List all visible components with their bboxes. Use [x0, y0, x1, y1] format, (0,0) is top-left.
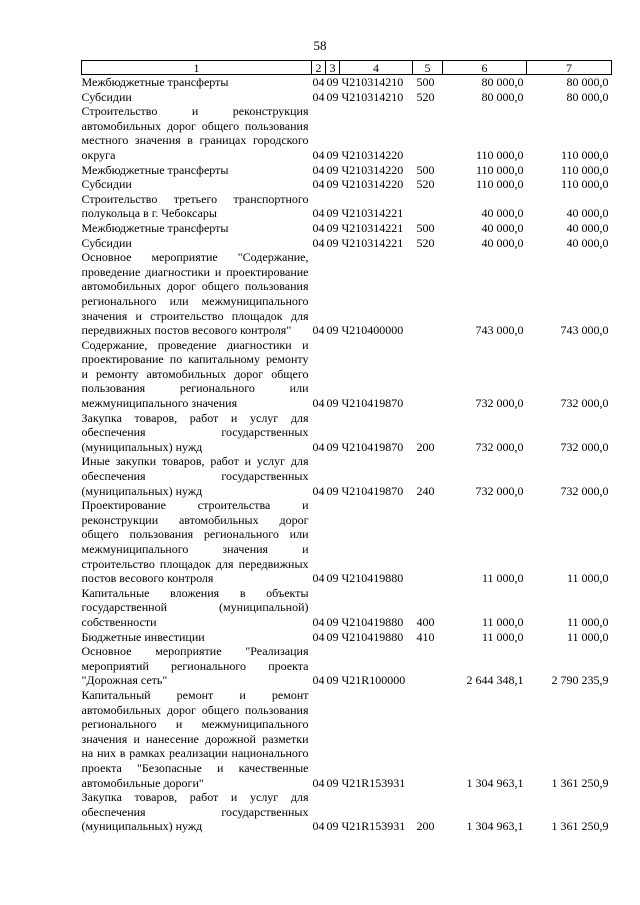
- amount-year2-cell: 1 361 250,9: [551, 775, 609, 790]
- amount-year2-cell: 1 361 250,9: [551, 819, 609, 834]
- section-code-cell: 04: [312, 220, 325, 235]
- header-cell: 7: [527, 61, 612, 75]
- expense-type-cell: 520: [416, 177, 435, 192]
- amount-year2-cell: 40 000,0: [566, 220, 609, 235]
- section-code-cell: 04: [312, 396, 325, 411]
- amount-year2-cell: 732 000,0: [560, 439, 609, 454]
- subsection-code-cell: 09: [326, 571, 339, 586]
- table-header-row: [82, 61, 612, 75]
- table-row: [82, 221, 612, 236]
- subsection-code-cell: 09: [326, 614, 339, 629]
- subsection-code-cell: 09: [326, 235, 339, 250]
- target-article-cell: Ч210400000: [341, 323, 404, 338]
- amount-year2-cell: 110 000,0: [560, 162, 609, 177]
- target-article-cell: Ч210419870: [341, 483, 404, 498]
- subsection-code-cell: 09: [326, 819, 339, 834]
- amount-year1-cell: 2 644 348,1: [466, 673, 524, 688]
- subsection-code-cell: 09: [326, 220, 339, 235]
- row-name-cell: Межбюджетные трансферты: [81, 162, 229, 177]
- row-name-cell: Капитальный ремонт и ремонт автомобильных дорог общего пользования регионального и межмуниципального значения и нанесение дорожной разметки на них в рамках реализации национального проекта "Безопасные и качественные автомобильные дороги": [81, 687, 309, 790]
- page-number: 58: [313, 38, 327, 53]
- header-cell: 6: [443, 61, 527, 75]
- table-row: [82, 630, 612, 645]
- amount-year1-cell: 80 000,0: [481, 89, 524, 104]
- expense-type-cell: [413, 498, 443, 586]
- target-article-cell: Ч210314221: [341, 235, 404, 250]
- section-code-cell: 04: [312, 629, 325, 644]
- subsection-code-cell: 09: [326, 775, 339, 790]
- subsection-code-cell: 09: [326, 673, 339, 688]
- section-code-cell: 04: [312, 673, 325, 688]
- section-code-cell: 04: [312, 614, 325, 629]
- amount-year1-cell: 732 000,0: [475, 396, 524, 411]
- target-article-cell: Ч21R153931: [341, 775, 406, 790]
- row-name-cell: Строительство и реконструкция автомобильных дорог общего пользования местного значения в границах городского округа: [81, 104, 309, 162]
- row-name-cell: Основное мероприятие "Реализация мероприятий регионального проекта "Дорожная сеть": [81, 644, 309, 688]
- row-name-cell: Иные закупки товаров, работ и услуг для обеспечения государственных (муниципальных) нужд: [81, 454, 309, 498]
- expense-type-cell: [413, 192, 443, 221]
- amount-year1-cell: 732 000,0: [475, 439, 524, 454]
- table-row: [82, 790, 612, 834]
- table-row: [82, 644, 612, 688]
- subsection-code-cell: 09: [326, 75, 339, 89]
- header-cell: 4: [340, 61, 413, 75]
- target-article-cell: Ч210314220: [341, 147, 404, 162]
- table-row: [82, 104, 612, 162]
- amount-year1-cell: 11 000,0: [481, 614, 524, 629]
- target-article-cell: Ч21R100000: [341, 673, 406, 688]
- amount-year2-cell: 80 000,0: [566, 89, 609, 104]
- row-name-cell: Бюджетные инвестиции: [81, 629, 205, 644]
- header-cell: 3: [326, 61, 340, 75]
- amount-year2-cell: 110 000,0: [560, 177, 609, 192]
- subsection-code-cell: 09: [326, 177, 339, 192]
- amount-year2-cell: 40 000,0: [566, 235, 609, 250]
- section-code-cell: 04: [312, 89, 325, 104]
- target-article-cell: Ч210314220: [341, 177, 404, 192]
- row-name-cell: Содержание, проведение диагностики и проектирование по капитальному ремонту и ремонту автомобильных дорог общего пользования регионального или межмуниципального значения: [81, 337, 309, 411]
- target-article-cell: Ч210419880: [341, 614, 404, 629]
- expense-type-cell: [413, 338, 443, 411]
- target-article-cell: Ч210314220: [341, 162, 404, 177]
- target-article-cell: Ч210314210: [341, 75, 404, 89]
- target-article-cell: Ч210314210: [341, 89, 404, 104]
- amount-year2-cell: 11 000,0: [566, 571, 609, 586]
- section-code-cell: 04: [312, 483, 325, 498]
- row-name-cell: Субсидии: [81, 235, 132, 250]
- expense-type-cell: [413, 104, 443, 162]
- section-code-cell: 04: [312, 235, 325, 250]
- amount-year1-cell: 80 000,0: [481, 75, 524, 89]
- table-row: [82, 250, 612, 338]
- row-name-cell: Субсидии: [81, 177, 132, 192]
- amount-year1-cell: 40 000,0: [481, 206, 524, 221]
- section-code-cell: 04: [312, 819, 325, 834]
- section-code-cell: 04: [312, 571, 325, 586]
- amount-year2-cell: 743 000,0: [560, 323, 609, 338]
- subsection-code-cell: 09: [326, 629, 339, 644]
- amount-year1-cell: 110 000,0: [475, 162, 524, 177]
- expense-type-cell: 500: [416, 75, 435, 89]
- expense-type-cell: 500: [416, 162, 435, 177]
- subsection-code-cell: 09: [326, 162, 339, 177]
- expense-type-cell: 500: [416, 220, 435, 235]
- target-article-cell: Ч210419870: [341, 396, 404, 411]
- expense-type-cell: 400: [416, 614, 435, 629]
- amount-year1-cell: 110 000,0: [475, 147, 524, 162]
- expense-type-cell: 410: [416, 629, 435, 644]
- target-article-cell: Ч210419880: [341, 571, 404, 586]
- table-body: [82, 75, 612, 834]
- table-row: [82, 411, 612, 455]
- section-code-cell: 04: [312, 323, 325, 338]
- expense-type-cell: 240: [416, 483, 435, 498]
- table-row: [82, 586, 612, 630]
- row-name-cell: Строительство третьего транспортного полукольца в г. Чебоксары: [81, 191, 309, 221]
- section-code-cell: 04: [312, 439, 325, 454]
- table-row: [82, 338, 612, 411]
- subsection-code-cell: 09: [326, 396, 339, 411]
- row-name-cell: Закупка товаров, работ и услуг для обеспечения государственных (муниципальных) нужд: [81, 410, 309, 454]
- table-row: [82, 192, 612, 221]
- amount-year1-cell: 11 000,0: [481, 629, 524, 644]
- amount-year2-cell: 732 000,0: [560, 396, 609, 411]
- amount-year1-cell: 732 000,0: [475, 483, 524, 498]
- amount-year2-cell: 2 790 235,9: [551, 673, 609, 688]
- section-code-cell: 04: [312, 75, 325, 89]
- section-code-cell: 04: [312, 177, 325, 192]
- row-name-cell: Межбюджетные трансферты: [81, 220, 229, 235]
- table-row: [82, 90, 612, 105]
- table-row: [82, 75, 612, 90]
- row-name-cell: Межбюджетные трансферты: [81, 75, 229, 89]
- amount-year2-cell: 11 000,0: [566, 629, 609, 644]
- subsection-code-cell: 09: [326, 483, 339, 498]
- table-row: [82, 163, 612, 178]
- row-name-cell: Субсидии: [81, 89, 132, 104]
- table-row: [82, 688, 612, 790]
- table-row: [82, 454, 612, 498]
- target-article-cell: Ч210314221: [341, 206, 404, 221]
- row-name-cell: Закупка товаров, работ и услуг для обеспечения государственных (муниципальных) нужд: [81, 790, 309, 834]
- subsection-code-cell: 09: [326, 439, 339, 454]
- expense-type-cell: 520: [416, 235, 435, 250]
- amount-year2-cell: 80 000,0: [566, 75, 609, 89]
- amount-year2-cell: 732 000,0: [560, 483, 609, 498]
- target-article-cell: Ч210419880: [341, 629, 404, 644]
- table-row: [82, 498, 612, 586]
- subsection-code-cell: 09: [326, 147, 339, 162]
- target-article-cell: Ч21R153931: [341, 819, 406, 834]
- header-cell: 5: [413, 61, 443, 75]
- expense-type-cell: 520: [416, 89, 435, 104]
- section-code-cell: 04: [312, 775, 325, 790]
- amount-year1-cell: 11 000,0: [481, 571, 524, 586]
- subsection-code-cell: 09: [326, 89, 339, 104]
- section-code-cell: 04: [312, 147, 325, 162]
- amount-year1-cell: 743 000,0: [475, 323, 524, 338]
- expense-type-cell: [413, 688, 443, 790]
- target-article-cell: Ч210314221: [341, 220, 404, 235]
- header-cell: 2: [312, 61, 326, 75]
- amount-year2-cell: 110 000,0: [560, 147, 609, 162]
- target-article-cell: Ч210419870: [341, 439, 404, 454]
- amount-year1-cell: 40 000,0: [481, 220, 524, 235]
- section-code-cell: 04: [312, 162, 325, 177]
- amount-year2-cell: 11 000,0: [566, 614, 609, 629]
- subsection-code-cell: 09: [326, 323, 339, 338]
- table-row: [82, 236, 612, 251]
- section-code-cell: 04: [312, 206, 325, 221]
- amount-year1-cell: 40 000,0: [481, 235, 524, 250]
- budget-table: [81, 60, 612, 834]
- row-name-cell: Проектирование строительства и реконструкции автомобильных дорог общего пользования регионального или межмуниципального значения и строительство площадок для передвижных постов весового контроля: [81, 498, 309, 586]
- header-cell: 1: [82, 61, 312, 75]
- expense-type-cell: [413, 250, 443, 338]
- amount-year2-cell: 40 000,0: [566, 206, 609, 221]
- row-name-cell: Капитальные вложения в объекты государственной (муниципальной) собственности: [81, 585, 309, 629]
- table-row: [82, 177, 612, 192]
- subsection-code-cell: 09: [326, 206, 339, 221]
- expense-type-cell: [413, 644, 443, 688]
- amount-year1-cell: 1 304 963,1: [466, 819, 524, 834]
- expense-type-cell: 200: [416, 439, 435, 454]
- amount-year1-cell: 110 000,0: [475, 177, 524, 192]
- amount-year1-cell: 1 304 963,1: [466, 775, 524, 790]
- row-name-cell: Основное мероприятие "Содержание, проведение диагностики и проектирование автомобильных дорог общего пользования регионального или межмуниципального значения и строительство площадок для передвижных постов весового контроля": [81, 250, 309, 338]
- expense-type-cell: 200: [416, 819, 435, 834]
